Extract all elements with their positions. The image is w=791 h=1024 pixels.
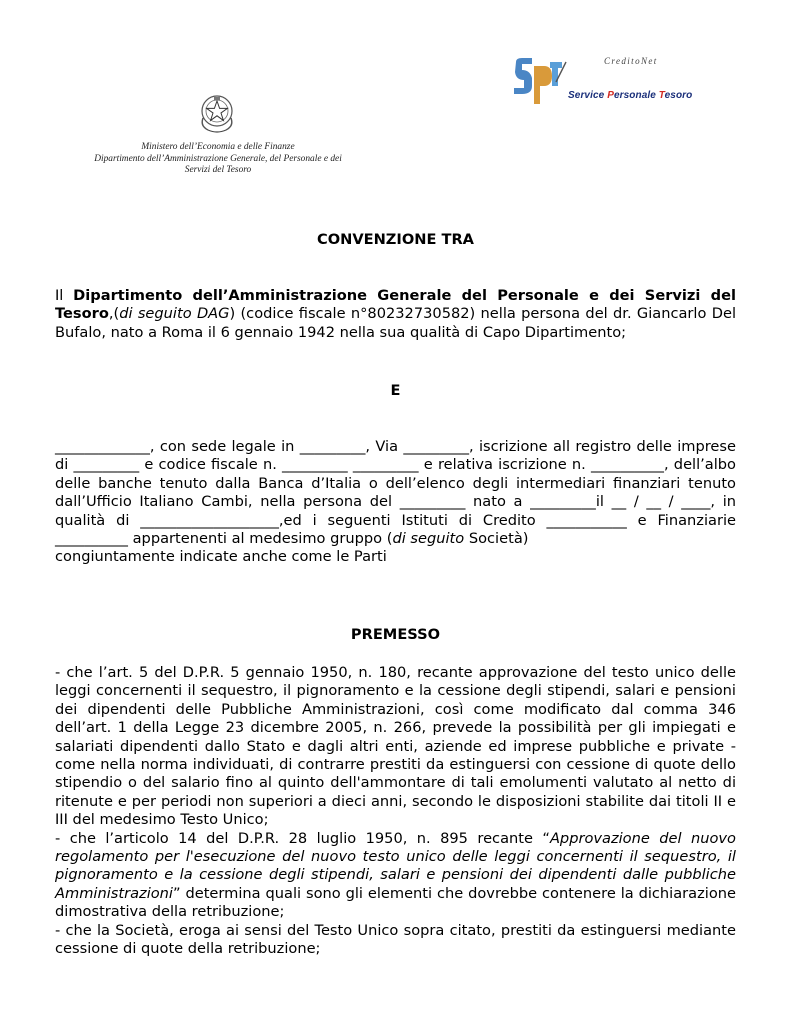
ministry-header [66,142,370,177]
party-two-alias: di seguito [392,530,465,548]
premise-item: - che la Società, eroga ai sensi del Testo Unico sopra citato, prestiti da estinguersi mediante cessione di quote della retribuzione; [55,921,736,958]
italian-republic-emblem-icon [197,92,237,134]
premises-list [55,664,736,959]
creditonet-label: CreditoNet [604,56,658,66]
party-two-details: _____________, con sede legale in _________, Via _________, iscrizione all registro delle imprese di _________ e codice fiscale n. _________ _________ e relativa iscrizione n. __________, dell’albo delle banche tenuto dalla Banca d’Italia o dell’elenco degli intermediari finanziari tenuto dall’Ufficio Italiano Cambi, nella persona del _________ nato a _________il __ / __ / ____, in qualità di ___________________,ed i seguenti Istituti di Credito ___________ e Finanziarie __________ appartenenti al medesimo gruppo ( [55,438,736,548]
party-two-alias-end: Società) [464,530,529,548]
logo-word: ervice [574,90,608,101]
premise-text: - che l’articolo 14 del D.P.R. 28 luglio 1950, n. 895 recante “ [55,829,550,847]
logo-letter: S [568,90,575,101]
premesso-heading: PREMESSO [350,626,441,643]
party-one-intro: Il [55,287,74,304]
premise-item: - che l’art. 5 del D.P.R. 5 gennaio 1950, n. 180, recante approvazione del testo unico delle leggi concernenti il sequestro, il pignoramento e la cessione degli stipendi, salari e pensioni dei dipendenti delle Pubbliche Amministrazioni, così come modificato dal comma 346 dell’art. 1 della Legge 23 dicembre 2005, n. 266, prevede la possibilità per gli impiegati e salariati dipendenti dallo Stato e dagli altri enti, aziende ed imprese pubbliche e private - come nella norma individuati, di contrarre prestiti da estinguersi con cessione di quote dello stipendio o del salario fino al quinto dell'ammontare di tali emolumenti valutato al netto di ritenute e per periodi non superiori a dieci anni, secondo le disposizioni stabilite dai titoli II e III del medesimo Testo Unico; [55,664,736,829]
ministry-line: Dipartimento dell’Amministrazione Generale, del Personale e dei [94,153,342,164]
service-personale-tesoro-label [568,90,692,101]
party-one-name: Dipartimento dell’Amministrazione Generale del Personale e dei Servizi del Tesoro [55,287,737,323]
logo-word: esoro [664,90,693,101]
party-one-paren: ,( [108,305,120,323]
party-one-details: ) (codice fiscale n°80232730582) nella persona del dr. Giancarlo Del Bufalo, nato a Roma il 6 gennaio 1942 nella sua qualità di Capo Dipartimento; [55,305,736,341]
premise-item [55,830,736,922]
premise-text: ” determina quali sono gli elementi che dovrebbe contenere la dichiarazione dimostrativa della retribuzione; [55,884,736,921]
party-one-alias: di seguito DAG [119,305,230,323]
party-two-paragraph [55,438,736,567]
ministry-line: Ministero dell’Economia e delle Finanze [141,142,295,152]
ministry-line: Servizi del Tesoro [184,165,252,175]
logo-letter: T [658,90,665,101]
document-title: CONVENZIONE TRA [317,231,474,248]
conjunction-heading: E [390,382,401,399]
party-two-joint-label: congiuntamente indicate anche come le Parti [55,548,387,566]
logo-word: ersonale [613,90,659,101]
premise-italic-title: Approvazione del nuovo regolamento per l'esecuzione del nuovo testo unico delle leggi concernenti il sequestro, il pignoramento e la cessione degli stipendi, salari e pensioni dei dipendenti dalle pubbliche Amministrazioni [55,829,736,902]
party-one-paragraph [55,287,736,342]
logo-letter: P [607,90,614,101]
